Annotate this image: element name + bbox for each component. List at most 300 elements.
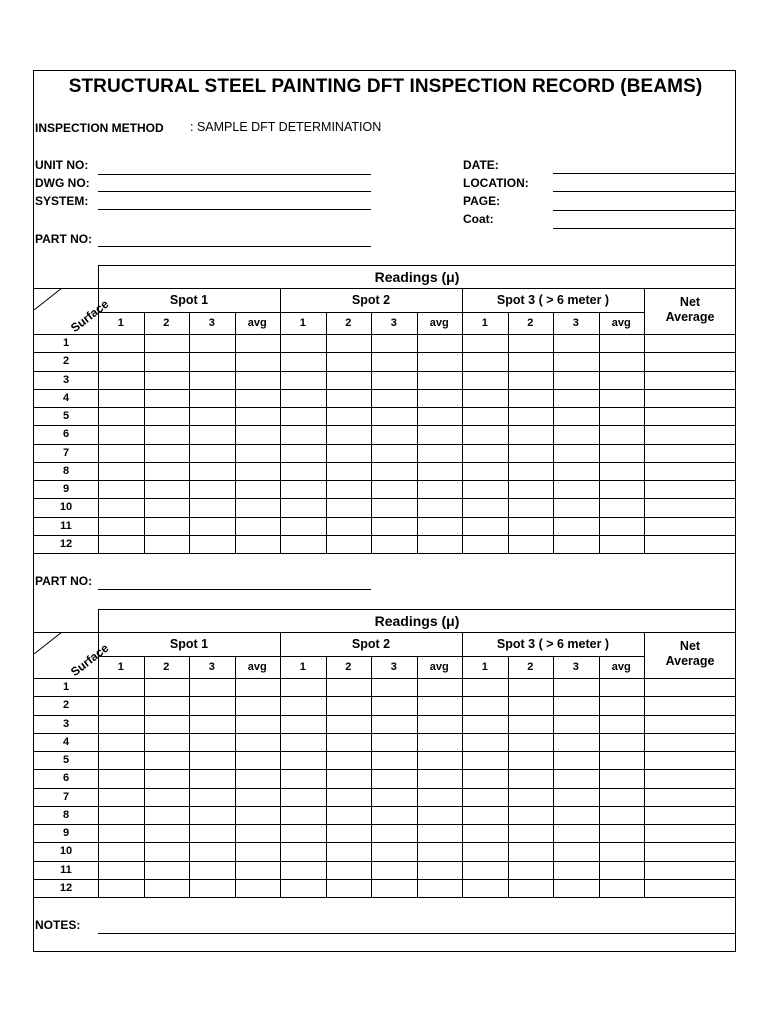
table1-reading-cell-2-1[interactable] (98, 352, 144, 370)
table1-reading-cell-4-9[interactable] (462, 389, 508, 407)
table2-reading-cell-6-9[interactable] (462, 769, 508, 787)
table2-reading-cell-4-7[interactable] (371, 733, 417, 751)
table2-reading-cell-3-6[interactable] (326, 715, 372, 733)
table1-reading-cell-9-11[interactable] (553, 480, 599, 498)
table2-reading-cell-5-4[interactable] (235, 751, 281, 769)
table1-net-average-cell-2[interactable] (644, 352, 736, 370)
table2-reading-cell-11-7[interactable] (371, 861, 417, 879)
table2-reading-cell-3-11[interactable] (553, 715, 599, 733)
table2-reading-cell-8-3[interactable] (189, 806, 235, 824)
table1-net-average-cell-10[interactable] (644, 498, 736, 516)
table1-reading-cell-1-8[interactable] (417, 334, 463, 352)
table2-net-average-cell-5[interactable] (644, 751, 736, 769)
table1-reading-cell-6-5[interactable] (280, 425, 326, 443)
table2-reading-cell-6-11[interactable] (553, 769, 599, 787)
table1-reading-cell-5-5[interactable] (280, 407, 326, 425)
table2-reading-cell-10-6[interactable] (326, 842, 372, 860)
table1-reading-cell-6-11[interactable] (553, 425, 599, 443)
table1-reading-cell-2-2[interactable] (144, 352, 190, 370)
table1-reading-cell-10-3[interactable] (189, 498, 235, 516)
table1-reading-cell-7-9[interactable] (462, 444, 508, 462)
table2-reading-cell-1-6[interactable] (326, 678, 372, 696)
table2-net-average-cell-3[interactable] (644, 715, 736, 733)
table1-reading-cell-4-3[interactable] (189, 389, 235, 407)
table2-reading-cell-4-9[interactable] (462, 733, 508, 751)
table2-reading-cell-5-12[interactable] (599, 751, 645, 769)
table2-reading-cell-6-6[interactable] (326, 769, 372, 787)
table1-reading-cell-12-4[interactable] (235, 535, 281, 553)
table1-reading-cell-3-12[interactable] (599, 371, 645, 389)
table2-reading-cell-2-9[interactable] (462, 696, 508, 714)
table2-reading-cell-9-9[interactable] (462, 824, 508, 842)
table2-reading-cell-5-1[interactable] (98, 751, 144, 769)
table1-reading-cell-10-12[interactable] (599, 498, 645, 516)
table2-reading-cell-3-8[interactable] (417, 715, 463, 733)
table1-reading-cell-8-5[interactable] (280, 462, 326, 480)
table2-reading-cell-9-1[interactable] (98, 824, 144, 842)
table1-reading-cell-5-1[interactable] (98, 407, 144, 425)
table1-reading-cell-8-9[interactable] (462, 462, 508, 480)
table2-reading-cell-10-8[interactable] (417, 842, 463, 860)
table2-reading-cell-4-3[interactable] (189, 733, 235, 751)
table2-reading-cell-10-4[interactable] (235, 842, 281, 860)
table1-reading-cell-11-3[interactable] (189, 517, 235, 535)
table1-reading-cell-8-7[interactable] (371, 462, 417, 480)
table2-net-average-cell-6[interactable] (644, 769, 736, 787)
table2-reading-cell-11-8[interactable] (417, 861, 463, 879)
table1-reading-cell-12-6[interactable] (326, 535, 372, 553)
table1-reading-cell-11-8[interactable] (417, 517, 463, 535)
table2-reading-cell-8-4[interactable] (235, 806, 281, 824)
table2-net-average-cell-7[interactable] (644, 788, 736, 806)
table2-reading-cell-4-4[interactable] (235, 733, 281, 751)
table1-reading-cell-9-5[interactable] (280, 480, 326, 498)
table2-reading-cell-6-2[interactable] (144, 769, 190, 787)
table2-reading-cell-1-11[interactable] (553, 678, 599, 696)
table1-reading-cell-6-12[interactable] (599, 425, 645, 443)
table1-reading-cell-2-4[interactable] (235, 352, 281, 370)
table2-reading-cell-9-4[interactable] (235, 824, 281, 842)
table2-reading-cell-6-7[interactable] (371, 769, 417, 787)
page-field[interactable] (553, 210, 736, 211)
table1-reading-cell-1-6[interactable] (326, 334, 372, 352)
table1-reading-cell-11-11[interactable] (553, 517, 599, 535)
table1-reading-cell-11-7[interactable] (371, 517, 417, 535)
notes-field[interactable] (98, 933, 736, 934)
table1-reading-cell-10-8[interactable] (417, 498, 463, 516)
table1-reading-cell-7-7[interactable] (371, 444, 417, 462)
table2-reading-cell-7-11[interactable] (553, 788, 599, 806)
table1-reading-cell-6-9[interactable] (462, 425, 508, 443)
table2-reading-cell-8-6[interactable] (326, 806, 372, 824)
table1-reading-cell-8-12[interactable] (599, 462, 645, 480)
table2-reading-cell-2-3[interactable] (189, 696, 235, 714)
table1-reading-cell-2-12[interactable] (599, 352, 645, 370)
table1-reading-cell-9-9[interactable] (462, 480, 508, 498)
table1-reading-cell-1-5[interactable] (280, 334, 326, 352)
table1-reading-cell-4-6[interactable] (326, 389, 372, 407)
table2-reading-cell-2-11[interactable] (553, 696, 599, 714)
table1-reading-cell-3-2[interactable] (144, 371, 190, 389)
table2-reading-cell-3-5[interactable] (280, 715, 326, 733)
table2-reading-cell-5-3[interactable] (189, 751, 235, 769)
table2-reading-cell-4-1[interactable] (98, 733, 144, 751)
table1-reading-cell-2-3[interactable] (189, 352, 235, 370)
table1-reading-cell-7-1[interactable] (98, 444, 144, 462)
table1-reading-cell-9-3[interactable] (189, 480, 235, 498)
table1-reading-cell-4-8[interactable] (417, 389, 463, 407)
table1-reading-cell-5-2[interactable] (144, 407, 190, 425)
table2-reading-cell-1-4[interactable] (235, 678, 281, 696)
table2-reading-cell-7-6[interactable] (326, 788, 372, 806)
table1-reading-cell-12-5[interactable] (280, 535, 326, 553)
table2-reading-cell-2-8[interactable] (417, 696, 463, 714)
table2-reading-cell-10-3[interactable] (189, 842, 235, 860)
location-field[interactable] (553, 191, 736, 192)
table2-net-average-cell-11[interactable] (644, 861, 736, 879)
table1-reading-cell-5-8[interactable] (417, 407, 463, 425)
table2-reading-cell-1-3[interactable] (189, 678, 235, 696)
table1-reading-cell-6-10[interactable] (508, 425, 554, 443)
table1-reading-cell-12-7[interactable] (371, 535, 417, 553)
table1-reading-cell-2-6[interactable] (326, 352, 372, 370)
table1-reading-cell-2-7[interactable] (371, 352, 417, 370)
table1-reading-cell-8-4[interactable] (235, 462, 281, 480)
table2-reading-cell-11-2[interactable] (144, 861, 190, 879)
table1-reading-cell-4-1[interactable] (98, 389, 144, 407)
table1-reading-cell-10-2[interactable] (144, 498, 190, 516)
table2-reading-cell-10-2[interactable] (144, 842, 190, 860)
table1-reading-cell-6-3[interactable] (189, 425, 235, 443)
system-field[interactable] (98, 209, 371, 210)
table2-reading-cell-12-7[interactable] (371, 879, 417, 897)
table1-reading-cell-12-9[interactable] (462, 535, 508, 553)
table1-net-average-cell-3[interactable] (644, 371, 736, 389)
table2-reading-cell-10-10[interactable] (508, 842, 554, 860)
dwg-no-field[interactable] (98, 191, 371, 192)
table2-reading-cell-2-7[interactable] (371, 696, 417, 714)
date-field[interactable] (553, 173, 736, 174)
table2-reading-cell-9-2[interactable] (144, 824, 190, 842)
table2-reading-cell-8-9[interactable] (462, 806, 508, 824)
table2-reading-cell-8-5[interactable] (280, 806, 326, 824)
table1-reading-cell-11-12[interactable] (599, 517, 645, 535)
table2-reading-cell-8-11[interactable] (553, 806, 599, 824)
table2-reading-cell-6-4[interactable] (235, 769, 281, 787)
table1-reading-cell-5-10[interactable] (508, 407, 554, 425)
table2-reading-cell-12-8[interactable] (417, 879, 463, 897)
table1-reading-cell-10-5[interactable] (280, 498, 326, 516)
table1-reading-cell-11-10[interactable] (508, 517, 554, 535)
table2-reading-cell-1-2[interactable] (144, 678, 190, 696)
table2-reading-cell-8-1[interactable] (98, 806, 144, 824)
table2-reading-cell-2-2[interactable] (144, 696, 190, 714)
table2-reading-cell-12-2[interactable] (144, 879, 190, 897)
table1-net-average-cell-12[interactable] (644, 535, 736, 553)
table2-reading-cell-3-10[interactable] (508, 715, 554, 733)
table2-reading-cell-2-10[interactable] (508, 696, 554, 714)
table1-reading-cell-5-9[interactable] (462, 407, 508, 425)
table2-reading-cell-3-7[interactable] (371, 715, 417, 733)
table1-reading-cell-1-12[interactable] (599, 334, 645, 352)
table1-reading-cell-4-4[interactable] (235, 389, 281, 407)
table1-reading-cell-9-4[interactable] (235, 480, 281, 498)
table2-reading-cell-8-7[interactable] (371, 806, 417, 824)
table1-reading-cell-10-11[interactable] (553, 498, 599, 516)
table2-reading-cell-4-6[interactable] (326, 733, 372, 751)
table2-net-average-cell-9[interactable] (644, 824, 736, 842)
table1-reading-cell-11-9[interactable] (462, 517, 508, 535)
table1-reading-cell-4-11[interactable] (553, 389, 599, 407)
table1-reading-cell-3-4[interactable] (235, 371, 281, 389)
table2-reading-cell-7-12[interactable] (599, 788, 645, 806)
table2-reading-cell-12-12[interactable] (599, 879, 645, 897)
table1-reading-cell-10-9[interactable] (462, 498, 508, 516)
table1-reading-cell-3-1[interactable] (98, 371, 144, 389)
table1-reading-cell-1-2[interactable] (144, 334, 190, 352)
table2-reading-cell-12-4[interactable] (235, 879, 281, 897)
part-no-field[interactable] (98, 246, 371, 247)
table2-reading-cell-10-11[interactable] (553, 842, 599, 860)
table1-reading-cell-12-11[interactable] (553, 535, 599, 553)
table1-reading-cell-12-12[interactable] (599, 535, 645, 553)
table2-reading-cell-7-1[interactable] (98, 788, 144, 806)
table1-reading-cell-3-9[interactable] (462, 371, 508, 389)
table1-reading-cell-7-10[interactable] (508, 444, 554, 462)
table1-reading-cell-1-7[interactable] (371, 334, 417, 352)
table1-reading-cell-5-11[interactable] (553, 407, 599, 425)
table2-reading-cell-2-12[interactable] (599, 696, 645, 714)
table2-reading-cell-9-5[interactable] (280, 824, 326, 842)
table1-reading-cell-5-3[interactable] (189, 407, 235, 425)
table1-reading-cell-3-8[interactable] (417, 371, 463, 389)
table2-reading-cell-2-1[interactable] (98, 696, 144, 714)
table1-reading-cell-7-11[interactable] (553, 444, 599, 462)
table1-net-average-cell-11[interactable] (644, 517, 736, 535)
table2-reading-cell-1-8[interactable] (417, 678, 463, 696)
table2-reading-cell-11-4[interactable] (235, 861, 281, 879)
table2-reading-cell-11-9[interactable] (462, 861, 508, 879)
table1-reading-cell-7-6[interactable] (326, 444, 372, 462)
table1-reading-cell-6-4[interactable] (235, 425, 281, 443)
table2-reading-cell-6-10[interactable] (508, 769, 554, 787)
table2-reading-cell-1-10[interactable] (508, 678, 554, 696)
table1-reading-cell-4-5[interactable] (280, 389, 326, 407)
table1-net-average-cell-7[interactable] (644, 444, 736, 462)
table2-reading-cell-1-7[interactable] (371, 678, 417, 696)
table2-reading-cell-10-1[interactable] (98, 842, 144, 860)
table2-reading-cell-1-9[interactable] (462, 678, 508, 696)
table1-reading-cell-8-3[interactable] (189, 462, 235, 480)
table1-reading-cell-8-8[interactable] (417, 462, 463, 480)
table1-reading-cell-3-10[interactable] (508, 371, 554, 389)
table2-reading-cell-5-7[interactable] (371, 751, 417, 769)
table2-reading-cell-5-5[interactable] (280, 751, 326, 769)
table1-reading-cell-5-12[interactable] (599, 407, 645, 425)
table1-reading-cell-12-2[interactable] (144, 535, 190, 553)
table2-reading-cell-4-11[interactable] (553, 733, 599, 751)
table1-reading-cell-3-5[interactable] (280, 371, 326, 389)
table1-reading-cell-12-10[interactable] (508, 535, 554, 553)
table2-reading-cell-11-1[interactable] (98, 861, 144, 879)
table1-reading-cell-1-10[interactable] (508, 334, 554, 352)
table2-reading-cell-12-3[interactable] (189, 879, 235, 897)
table2-net-average-cell-10[interactable] (644, 842, 736, 860)
table2-reading-cell-10-7[interactable] (371, 842, 417, 860)
table2-reading-cell-11-3[interactable] (189, 861, 235, 879)
table1-reading-cell-3-7[interactable] (371, 371, 417, 389)
table1-reading-cell-2-8[interactable] (417, 352, 463, 370)
table2-reading-cell-12-5[interactable] (280, 879, 326, 897)
table1-reading-cell-11-6[interactable] (326, 517, 372, 535)
table1-reading-cell-7-2[interactable] (144, 444, 190, 462)
table2-reading-cell-6-12[interactable] (599, 769, 645, 787)
table2-net-average-cell-12[interactable] (644, 879, 736, 897)
table2-reading-cell-7-8[interactable] (417, 788, 463, 806)
table1-reading-cell-11-4[interactable] (235, 517, 281, 535)
table2-reading-cell-10-5[interactable] (280, 842, 326, 860)
table1-reading-cell-8-2[interactable] (144, 462, 190, 480)
table2-reading-cell-6-5[interactable] (280, 769, 326, 787)
table1-reading-cell-7-8[interactable] (417, 444, 463, 462)
table1-reading-cell-2-9[interactable] (462, 352, 508, 370)
table2-net-average-cell-8[interactable] (644, 806, 736, 824)
table1-reading-cell-7-3[interactable] (189, 444, 235, 462)
part-no-field-2[interactable] (98, 589, 371, 590)
table1-reading-cell-9-10[interactable] (508, 480, 554, 498)
table1-reading-cell-1-4[interactable] (235, 334, 281, 352)
table2-reading-cell-4-12[interactable] (599, 733, 645, 751)
table1-net-average-cell-4[interactable] (644, 389, 736, 407)
table2-reading-cell-8-2[interactable] (144, 806, 190, 824)
table2-reading-cell-12-1[interactable] (98, 879, 144, 897)
table1-reading-cell-1-9[interactable] (462, 334, 508, 352)
table2-reading-cell-6-3[interactable] (189, 769, 235, 787)
table1-reading-cell-10-7[interactable] (371, 498, 417, 516)
table2-reading-cell-4-5[interactable] (280, 733, 326, 751)
table2-reading-cell-2-4[interactable] (235, 696, 281, 714)
table2-reading-cell-12-10[interactable] (508, 879, 554, 897)
table1-reading-cell-4-10[interactable] (508, 389, 554, 407)
table1-reading-cell-12-1[interactable] (98, 535, 144, 553)
table2-net-average-cell-2[interactable] (644, 696, 736, 714)
table2-reading-cell-11-11[interactable] (553, 861, 599, 879)
table2-reading-cell-8-12[interactable] (599, 806, 645, 824)
table1-reading-cell-1-11[interactable] (553, 334, 599, 352)
table2-reading-cell-11-10[interactable] (508, 861, 554, 879)
table2-reading-cell-5-10[interactable] (508, 751, 554, 769)
table2-reading-cell-8-8[interactable] (417, 806, 463, 824)
table2-reading-cell-9-12[interactable] (599, 824, 645, 842)
table2-reading-cell-2-5[interactable] (280, 696, 326, 714)
table1-reading-cell-12-3[interactable] (189, 535, 235, 553)
table1-reading-cell-10-4[interactable] (235, 498, 281, 516)
table2-reading-cell-9-10[interactable] (508, 824, 554, 842)
unit-no-field[interactable] (98, 174, 371, 175)
table2-reading-cell-11-12[interactable] (599, 861, 645, 879)
table1-reading-cell-3-3[interactable] (189, 371, 235, 389)
table2-reading-cell-5-2[interactable] (144, 751, 190, 769)
table1-reading-cell-1-3[interactable] (189, 334, 235, 352)
table1-reading-cell-7-12[interactable] (599, 444, 645, 462)
table2-reading-cell-1-5[interactable] (280, 678, 326, 696)
table1-reading-cell-6-8[interactable] (417, 425, 463, 443)
table2-reading-cell-6-1[interactable] (98, 769, 144, 787)
table1-reading-cell-5-4[interactable] (235, 407, 281, 425)
table2-reading-cell-3-9[interactable] (462, 715, 508, 733)
table1-reading-cell-9-12[interactable] (599, 480, 645, 498)
table2-reading-cell-4-8[interactable] (417, 733, 463, 751)
table1-net-average-cell-8[interactable] (644, 462, 736, 480)
table1-reading-cell-10-10[interactable] (508, 498, 554, 516)
table1-reading-cell-6-2[interactable] (144, 425, 190, 443)
table2-reading-cell-9-11[interactable] (553, 824, 599, 842)
table2-reading-cell-4-10[interactable] (508, 733, 554, 751)
table1-reading-cell-4-7[interactable] (371, 389, 417, 407)
table1-reading-cell-2-10[interactable] (508, 352, 554, 370)
table1-reading-cell-11-1[interactable] (98, 517, 144, 535)
table2-net-average-cell-4[interactable] (644, 733, 736, 751)
table2-reading-cell-10-12[interactable] (599, 842, 645, 860)
table1-net-average-cell-9[interactable] (644, 480, 736, 498)
table2-reading-cell-7-3[interactable] (189, 788, 235, 806)
table1-reading-cell-3-11[interactable] (553, 371, 599, 389)
table1-reading-cell-5-6[interactable] (326, 407, 372, 425)
table1-reading-cell-4-2[interactable] (144, 389, 190, 407)
table1-reading-cell-8-11[interactable] (553, 462, 599, 480)
table1-reading-cell-6-1[interactable] (98, 425, 144, 443)
table1-reading-cell-11-2[interactable] (144, 517, 190, 535)
table1-reading-cell-6-6[interactable] (326, 425, 372, 443)
table2-reading-cell-7-2[interactable] (144, 788, 190, 806)
table2-reading-cell-7-5[interactable] (280, 788, 326, 806)
table2-reading-cell-3-2[interactable] (144, 715, 190, 733)
table1-reading-cell-8-6[interactable] (326, 462, 372, 480)
table2-reading-cell-1-12[interactable] (599, 678, 645, 696)
table2-reading-cell-2-6[interactable] (326, 696, 372, 714)
table2-reading-cell-4-2[interactable] (144, 733, 190, 751)
table1-net-average-cell-6[interactable] (644, 425, 736, 443)
table1-reading-cell-2-5[interactable] (280, 352, 326, 370)
table1-net-average-cell-5[interactable] (644, 407, 736, 425)
table1-reading-cell-5-7[interactable] (371, 407, 417, 425)
table2-net-average-cell-1[interactable] (644, 678, 736, 696)
table2-reading-cell-5-6[interactable] (326, 751, 372, 769)
table2-reading-cell-3-1[interactable] (98, 715, 144, 733)
table2-reading-cell-9-8[interactable] (417, 824, 463, 842)
table1-reading-cell-1-1[interactable] (98, 334, 144, 352)
table2-reading-cell-5-9[interactable] (462, 751, 508, 769)
table2-reading-cell-3-4[interactable] (235, 715, 281, 733)
table2-reading-cell-1-1[interactable] (98, 678, 144, 696)
table1-reading-cell-8-10[interactable] (508, 462, 554, 480)
table2-reading-cell-6-8[interactable] (417, 769, 463, 787)
table1-reading-cell-8-1[interactable] (98, 462, 144, 480)
table2-reading-cell-8-10[interactable] (508, 806, 554, 824)
table2-reading-cell-3-12[interactable] (599, 715, 645, 733)
table2-reading-cell-7-9[interactable] (462, 788, 508, 806)
table1-reading-cell-9-2[interactable] (144, 480, 190, 498)
table2-reading-cell-11-6[interactable] (326, 861, 372, 879)
table2-reading-cell-12-6[interactable] (326, 879, 372, 897)
table1-reading-cell-10-6[interactable] (326, 498, 372, 516)
table2-reading-cell-9-3[interactable] (189, 824, 235, 842)
table1-reading-cell-7-4[interactable] (235, 444, 281, 462)
table2-reading-cell-12-11[interactable] (553, 879, 599, 897)
table1-reading-cell-9-6[interactable] (326, 480, 372, 498)
table2-reading-cell-7-4[interactable] (235, 788, 281, 806)
table1-reading-cell-7-5[interactable] (280, 444, 326, 462)
